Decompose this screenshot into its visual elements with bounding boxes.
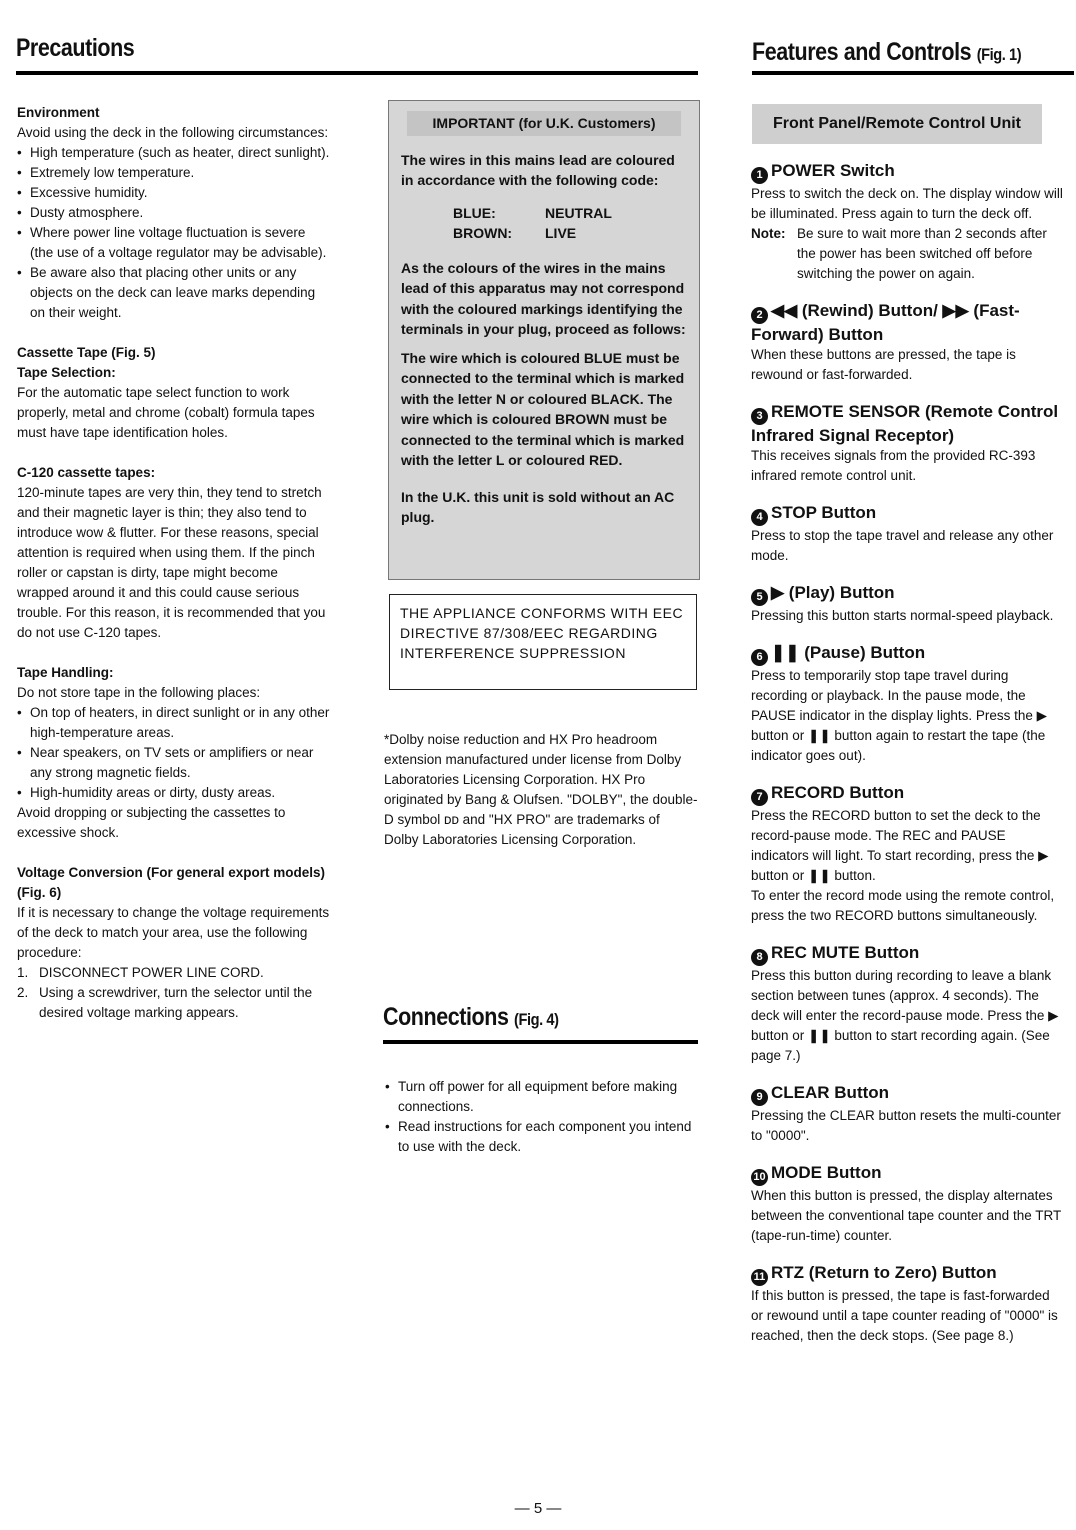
- tape-selection-title: Tape Selection:: [17, 365, 116, 380]
- number-badge: 2: [751, 307, 768, 324]
- control-text-2: To enter the record mode using the remote control, press the two RECORD buttons simultaneously.: [751, 888, 1055, 923]
- control-title: [751, 582, 1063, 606]
- connections-fig: (Fig. 4): [514, 1010, 559, 1029]
- features-title: Features and Controls: [752, 38, 972, 66]
- control-title: [751, 782, 1063, 806]
- c120-text: 120-minute tapes are very thin, they tend to stretch and their magnetic layer is thin; they also tend to introduce wow & flutter. For these reasons, special attention is required when using them. If the pinch roller or capstan is dirty, tape might become wrapped around it and this could cause serious trouble. For this reason, it is recommended that you do not use C-120 tapes.: [17, 485, 326, 640]
- control-title: [751, 642, 1063, 666]
- number-badge: 10: [751, 1169, 768, 1186]
- page-number: — 5 —: [514, 1500, 562, 1517]
- important-title: IMPORTANT (for U.K. Customers): [407, 111, 681, 136]
- control-text: Press to temporarily stop tape travel during recording or playback. In the pause mode, the PAUSE indicator in the display lights. Press the ▶ button or ❚❚ button again to restart the tape (the indicator goes out).: [751, 668, 1048, 763]
- list-item: • Turn off power for all equipment before making connections.: [385, 1077, 698, 1117]
- note-label: Note:: [751, 226, 786, 241]
- features-fig: (Fig. 1): [976, 45, 1022, 64]
- connections-heading: [383, 1003, 559, 1032]
- eec-directive-box: THE APPLIANCE CONFORMS WITH EEC DIRECTIVE 87/308/EEC REGARDING INTERFERENCE SUPPRESSION: [389, 594, 697, 690]
- control-item-rec-mute: [751, 942, 1063, 1066]
- code-color: BLUE:: [453, 204, 496, 221]
- list-item: • Extremely low temperature.: [17, 163, 330, 183]
- connections-title: Connections: [383, 1003, 509, 1031]
- step-text: DISCONNECT POWER LINE CORD.: [39, 965, 264, 980]
- list-item: [17, 983, 330, 1023]
- control-title-text: CLEAR Button: [771, 1083, 890, 1102]
- control-item-record: [751, 782, 1063, 926]
- environment-section: [17, 103, 330, 323]
- step-number: 2.: [17, 985, 29, 1000]
- control-text: Press this button during recording to leave a blank section between tunes (approx. 4 seconds). The deck will enter the record-pause mode. Press the ▶ button or ❚❚ button to start recording again. (See page 7.): [751, 968, 1059, 1063]
- control-item-mode: [751, 1162, 1063, 1246]
- environment-title: Environment: [17, 105, 100, 120]
- control-item-stop: [751, 502, 1063, 566]
- control-text: When these buttons are pressed, the tape is rewound or fast-forwarded.: [751, 347, 1016, 382]
- control-title-text: RECORD Button: [771, 783, 905, 802]
- step-text: Using a screwdriver, turn the selector until the desired voltage marking appears.: [39, 985, 313, 1020]
- features-rule: [752, 71, 1074, 75]
- important-p4: In the U.K. this unit is sold without an AC plug.: [401, 488, 675, 525]
- control-title: [751, 300, 1063, 345]
- list-item: • High-humidity areas or dirty, dusty areas.: [17, 783, 330, 803]
- control-title: [751, 942, 1063, 966]
- control-title: [751, 1162, 1063, 1186]
- control-item-rewind-ff: [751, 300, 1063, 385]
- control-title: [751, 502, 1063, 526]
- control-title-text: ▶ (Play) Button: [771, 583, 895, 602]
- precautions-heading: Precautions: [16, 34, 135, 62]
- control-text: Press the RECORD button to set the deck to the record-pause mode. The REC and PAUSE indicators will light. To start recording, press the ▶ button or ❚❚ button.: [751, 808, 1049, 883]
- cassette-title: Cassette Tape (Fig. 5): [17, 345, 156, 360]
- control-title-text: ◀◀ (Rewind) Button/ ▶▶ (Fast-Forward) Button: [751, 301, 1020, 344]
- voltage-intro: If it is necessary to change the voltage requirements of the deck to match your area, use the following procedure:: [17, 905, 330, 960]
- code-meaning: LIVE: [545, 225, 577, 241]
- c120-section: [17, 463, 330, 643]
- handling-title: Tape Handling:: [17, 665, 114, 680]
- control-text: Pressing this button starts normal-speed playback.: [751, 608, 1054, 623]
- voltage-title: Voltage Conversion (For general export models) (Fig. 6): [17, 865, 326, 900]
- front-panel-title: Front Panel/Remote Control Unit: [752, 104, 1042, 144]
- list-item: • Be aware also that placing other units or any objects on the deck can leave marks depending on their weight.: [17, 263, 330, 323]
- list-item: • Excessive humidity.: [17, 183, 330, 203]
- cassette-section: [17, 343, 330, 443]
- control-item-remote-sensor: [751, 401, 1063, 486]
- control-text: If this button is pressed, the tape is fast-forwarded or rewound until a tape counter reading of "0000" is reached, then the deck stops. (See page 8.): [751, 1288, 1058, 1343]
- c120-title: C-120 cassette tapes:: [17, 465, 156, 480]
- control-text: Press to switch the deck on. The display window will be illuminated. Press again to turn the deck off.: [751, 186, 1063, 221]
- control-note: [751, 224, 1063, 284]
- list-item: • Dusty atmosphere.: [17, 203, 330, 223]
- control-title-text: REC MUTE Button: [771, 943, 920, 962]
- control-text: This receives signals from the provided RC-393 infrared remote control unit.: [751, 448, 1036, 483]
- precautions-rule: [16, 71, 698, 75]
- list-item: • Read instructions for each component you intend to use with the deck.: [385, 1117, 698, 1157]
- control-title: [751, 401, 1063, 446]
- list-item: • On top of heaters, in direct sunlight or in any other high-temperature areas.: [17, 703, 330, 743]
- step-number: 1.: [17, 965, 29, 980]
- control-text: Press to stop the tape travel and release any other mode.: [751, 528, 1054, 563]
- number-badge: 7: [751, 789, 768, 806]
- control-item-power: [751, 160, 1063, 284]
- list-item: [17, 963, 330, 983]
- control-title: [751, 160, 1063, 184]
- control-text: Pressing the CLEAR button resets the multi-counter to "0000".: [751, 1108, 1061, 1143]
- control-title-text: REMOTE SENSOR (Remote Control Infrared Signal Receptor): [751, 402, 1059, 445]
- connections-list-wrap: [385, 1077, 698, 1157]
- important-uk-box: [388, 100, 700, 580]
- code-color: BROWN:: [453, 225, 513, 241]
- wire-color-code: [453, 203, 687, 244]
- control-title: [751, 1262, 1063, 1286]
- number-badge: 6: [751, 649, 768, 666]
- left-column: [17, 103, 330, 1037]
- control-title-text: MODE Button: [771, 1163, 882, 1182]
- important-p1: The wires in this mains lead are coloured in accordance with the following code:: [401, 151, 675, 188]
- control-text: When this button is pressed, the display alternates between the conventional tape counter and the TRT (tape-run-time) counter.: [751, 1188, 1061, 1243]
- environment-intro: Avoid using the deck in the following circumstances:: [17, 125, 329, 140]
- note-text: Be sure to wait more than 2 seconds after the power has been switched off before switching the power on again.: [797, 226, 1047, 281]
- handling-outro: Avoid dropping or subjecting the cassettes to excessive shock.: [17, 805, 286, 840]
- control-item-pause: [751, 642, 1063, 766]
- number-badge: 4: [751, 509, 768, 526]
- connections-list: [385, 1077, 698, 1157]
- important-p2: As the colours of the wires in the mains lead of this apparatus may not correspond with the coloured markings identifying the terminals in your plug, proceed as follows:: [401, 259, 686, 337]
- number-badge: 8: [751, 949, 768, 966]
- control-title: [751, 1082, 1063, 1106]
- control-item-rtz: [751, 1262, 1063, 1346]
- connections-rule: [383, 1040, 698, 1044]
- number-badge: 9: [751, 1089, 768, 1106]
- code-meaning: NEUTRAL: [545, 204, 612, 221]
- number-badge: 11: [751, 1269, 768, 1286]
- number-badge: 1: [751, 167, 768, 184]
- dolby-note: *Dolby noise reduction and HX Pro headroom extension manufactured under license from Dolby Laboratories Licensing Corporation. HX Pro originated by Bang & Olufsen. "DOLBY", the double-D symbol ᴅᴅ and "HX PRO" are trademarks of Dolby Laboratories Licensing Corporation.: [384, 732, 698, 847]
- control-title-text: POWER Switch: [771, 161, 895, 180]
- number-badge: 5: [751, 589, 768, 606]
- handling-intro: Do not store tape in the following places:: [17, 685, 261, 700]
- cassette-text: For the automatic tape select function to work properly, metal and chrome (cobalt) formula tapes must have tape identification holes.: [17, 385, 315, 440]
- list-item: • High temperature (such as heater, direct sunlight).: [17, 143, 330, 163]
- features-heading: [752, 38, 1021, 67]
- list-item: • Near speakers, on TV sets or amplifiers or near any strong magnetic fields.: [17, 743, 330, 783]
- number-badge: 3: [751, 408, 768, 425]
- important-p3: The wire which is coloured BLUE must be connected to the terminal which is marked with the letter N or coloured BLACK. The wire which is coloured BROWN must be connected to the terminal which is marked with the letter L or coloured RED.: [401, 349, 685, 468]
- environment-list: [17, 143, 330, 323]
- control-title-text: ❚❚ (Pause) Button: [771, 643, 926, 662]
- control-title-text: STOP Button: [771, 503, 877, 522]
- list-item: • Where power line voltage fluctuation is severe (the use of a voltage regulator may be advisable).: [17, 223, 330, 263]
- voltage-steps: [17, 963, 330, 1023]
- handling-section: [17, 663, 330, 843]
- control-item-clear: [751, 1082, 1063, 1146]
- voltage-section: [17, 863, 330, 1023]
- control-title-text: RTZ (Return to Zero) Button: [771, 1263, 997, 1282]
- control-item-play: [751, 582, 1063, 626]
- controls-list: [751, 160, 1063, 1362]
- handling-list: [17, 703, 330, 803]
